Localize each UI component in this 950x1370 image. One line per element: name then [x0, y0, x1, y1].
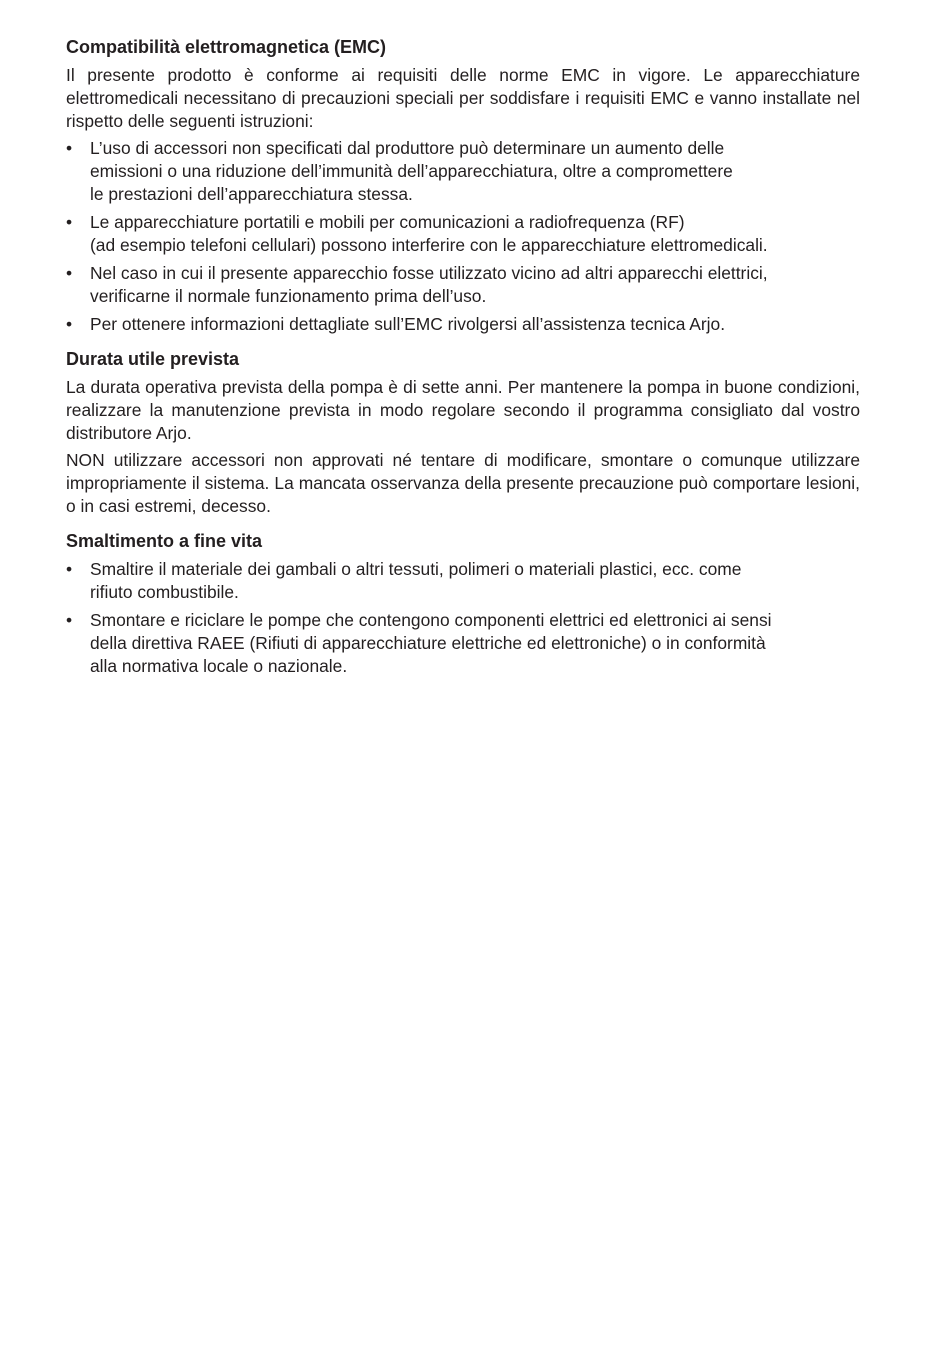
document-page: [66, 36, 860, 690]
bullet-line: Smontare e riciclare le pompe che contengono componenti elettrici ed elettronici ai sensi: [90, 610, 772, 630]
bullet-line: verificarne il normale funzionamento prima dell’uso.: [90, 286, 487, 306]
list-item: [66, 313, 860, 336]
list-item: [66, 558, 860, 604]
emc-intro-paragraph: Il presente prodotto è conforme ai requisiti delle norme EMC in vigore. Le apparecchiature elettromedicali necessitano di precauzioni speciali per soddisfare i requisiti EMC e vanno installate nel rispetto delle seguenti istruzioni:: [66, 65, 860, 131]
bullet-line: Smaltire il materiale dei gambali o altri tessuti, polimeri o materiali plastici, ecc. come: [90, 559, 742, 579]
bullet-line: (ad esempio telefoni cellulari) possono interferire con le apparecchiature elettromedicali.: [90, 235, 768, 255]
bullet-line: Nel caso in cui il presente apparecchio fosse utilizzato vicino ad altri apparecchi elettrici,: [90, 263, 768, 283]
disposal-bullet-list: [66, 558, 860, 678]
bullet-line: emissioni o una riduzione dell’immunità dell’apparecchiatura, oltre a compromettere: [90, 161, 733, 181]
bullet-line: le prestazioni dell’apparecchiatura stessa.: [90, 184, 413, 204]
lifespan-paragraph: La durata operativa prevista della pompa è di sette anni. Per mantenere la pompa in buone condizioni, realizzare la manutenzione prevista in modo regolare secondo il programma consigliato dal vostro distributore Arjo.: [66, 377, 860, 443]
list-item: [66, 137, 860, 206]
list-item: [66, 262, 860, 308]
bullet-icon: •: [66, 559, 73, 579]
bullet-icon: •: [66, 263, 73, 283]
bullet-icon: •: [66, 212, 73, 232]
bullet-line: alla normativa locale o nazionale.: [90, 656, 348, 676]
warning-paragraph: NON utilizzare accessori non approvati né tentare di modificare, smontare o comunque utilizzare impropriamente il sistema. La mancata osservanza della presente precauzione può comportare lesioni, o in casi estremi, decesso.: [66, 450, 860, 516]
list-item: [66, 609, 860, 678]
section-title-disposal: Smaltimento a fine vita: [66, 531, 263, 551]
bullet-line: della direttiva RAEE (Rifiuti di apparecchiature elettriche ed elettroniche) o in conformità: [90, 633, 766, 653]
bullet-line: L’uso di accessori non specificati dal produttore può determinare un aumento delle: [90, 138, 725, 158]
bullet-line: rifiuto combustibile.: [90, 582, 239, 602]
section-title-lifespan: Durata utile prevista: [66, 349, 240, 369]
section-title-emc: Compatibilità elettromagnetica (EMC): [66, 37, 387, 57]
section-emc: [66, 36, 860, 336]
bullet-line: Per ottenere informazioni dettagliate sull’EMC rivolgersi all’assistenza tecnica Arjo.: [90, 314, 726, 334]
bullet-icon: •: [66, 314, 73, 334]
section-disposal: [66, 530, 860, 678]
list-item: [66, 211, 860, 257]
section-lifespan: [66, 348, 860, 518]
emc-bullet-list: [66, 137, 860, 336]
bullet-icon: •: [66, 138, 73, 158]
bullet-line: Le apparecchiature portatili e mobili per comunicazioni a radiofrequenza (RF): [90, 212, 685, 232]
bullet-icon: •: [66, 610, 73, 630]
